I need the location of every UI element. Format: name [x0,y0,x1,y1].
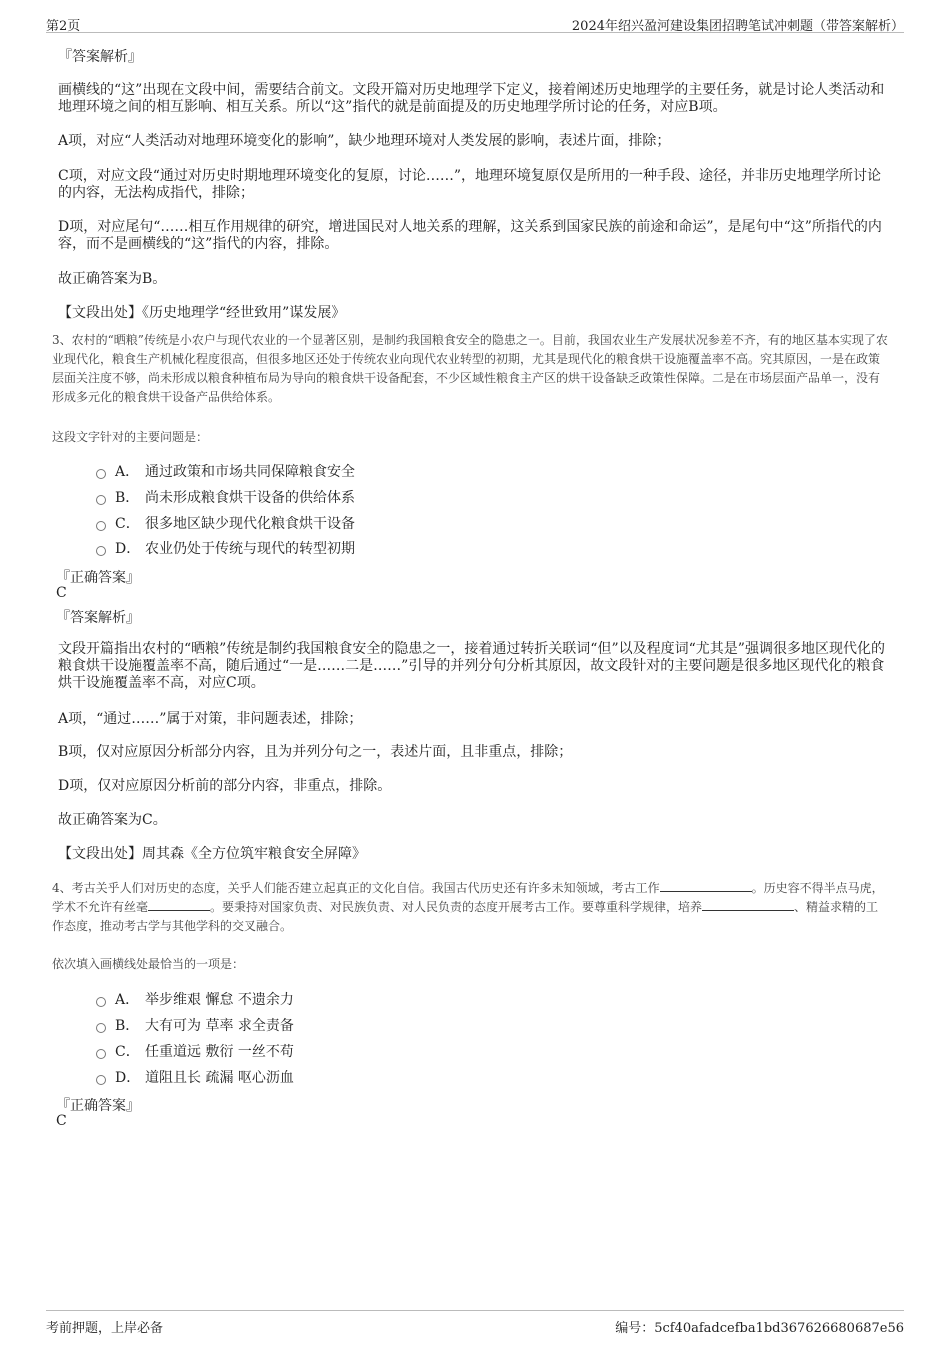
correct-answer: C [56,1113,67,1129]
radio-icon[interactable] [96,521,106,531]
radio-icon[interactable] [96,1023,106,1033]
page-footer [46,1310,904,1339]
analysis-title: 『答案解析』 [56,610,140,626]
analysis-paragraph: A项，“通过……”属于对策，非问题表述，排除； [58,711,363,727]
analysis-paragraph: D项，仅对应原因分析前的部分内容，非重点，排除。 [58,778,392,794]
analysis-paragraph: D项，对应尾句“……相互作用规律的研究，增进国民对人地关系的理解，这关系到国家民族的前途和命运”，是尾句中“这”所指代的内容，而不是画横线的“这”指代的内容，排除。 [58,219,882,252]
radio-icon[interactable] [96,495,106,505]
analysis-paragraph: C项，对应文段“通过对历史时期地理环境变化的复原，讨论……”，地理环境复原仅是所用的一种手段、途径，并非历史地理学所讨论的内容，无法构成指代，排除； [58,168,882,201]
option-c[interactable]: C． 任重道远 敷衍 一丝不苟 [96,1041,294,1061]
option-c[interactable]: C． 很多地区缺少现代化粮食烘干设备 [96,513,355,533]
radio-icon[interactable] [96,1049,106,1059]
document-id: 编号：5cf40afadcefba1bd367626680687e56 [615,1321,904,1336]
analysis-paragraph: A项，对应“人类活动对地理环境变化的影响”，缺少地理环境对人类发展的影响，表述片面，排除； [58,133,671,149]
conclusion: 故正确答案为C。 [58,812,167,828]
radio-icon[interactable] [96,546,106,556]
analysis-title: 『答案解析』 [58,49,142,65]
option-d[interactable]: D． 农业仍处于传统与现代的转型初期 [96,538,355,558]
correct-answer-title: 『正确答案』 [56,570,140,586]
correct-answer: C [56,585,67,601]
question-prompt: 依次填入画横线处最恰当的一项是： [52,957,245,971]
fill-blank [148,898,210,911]
correct-answer-title: 『正确答案』 [56,1098,140,1114]
page-number: 第2页 [46,19,81,34]
option-b[interactable]: B． 尚未形成粮食烘干设备的供给体系 [96,487,355,507]
source-citation: 【文段出处】《历史地理学“经世致用”谋发展》 [58,305,346,321]
question-stem: 4、考古关乎人们对历史的态度，关乎人们能否建立起真正的文化自信。我国古代历史还有许多未知领域，考古工作 。历史容不得半点马虎，学术不允许有丝毫 。要秉持对国家负责、对民族负责、对人民负责的态度开展考古工作。要尊重科学规律，培养 、精益求精的工作态度，推动考古学与其他学科的交叉融合。 [52,881,884,933]
document-title: 2024年绍兴盈河建设集团招聘笔试冲刺题（带答案解析） [571,19,904,34]
question-prompt: 这段文字针对的主要问题是： [52,430,209,444]
fill-blank [660,879,752,892]
option-a[interactable]: A． 通过政策和市场共同保障粮食安全 [96,461,355,481]
source-citation: 【文段出处】周其森《全方位筑牢粮食安全屏障》 [58,846,366,862]
analysis-paragraph: 文段开篇指出农村的“晒粮”传统是制约我国粮食安全的隐患之一，接着通过转折关联词“但”以及程度词“尤其是”强调很多地区现代化的粮食烘干设施覆盖率不高，随后通过“一是……二是……”引导的并列分句分析其原因，故文段针对的主要问题是很多地区现代化的粮食烘干设施覆盖率不高，对应C项。 [58,641,885,691]
radio-icon[interactable] [96,469,106,479]
radio-icon[interactable] [96,1075,106,1085]
page-header [46,12,904,33]
option-a[interactable]: A． 举步维艰 懈怠 不遗余力 [96,989,294,1009]
option-b[interactable]: B． 大有可为 草率 求全责备 [96,1015,294,1035]
question-stem: 3、农村的“晒粮”传统是小农户与现代农业的一个显著区别，是制约我国粮食安全的隐患之一。目前，我国农业生产发展状况参差不齐，有的地区基本实现了农业现代化，粮食生产机械化程度很高，但很多地区还处于传统农业向现代农业转型的初期，尤其是现代化的粮食烘干设施覆盖率不高。究其原因，一是在政策层面关注度不够，尚未形成以粮食种植布局为导向的粮食烘干设备配套，不少区域性粮食主产区的烘干设备缺乏政策性保障。二是在市场层面产品单一，没有形成多元化的粮食烘干设备产品供给体系。 [52,333,888,404]
option-d[interactable]: D． 道阻且长 疏漏 呕心沥血 [96,1067,294,1087]
radio-icon[interactable] [96,997,106,1007]
conclusion: 故正确答案为B。 [58,271,167,287]
footer-slogan: 考前押题，上岸必备 [46,1321,164,1336]
analysis-paragraph: 画横线的“这”出现在文段中间，需要结合前文。文段开篇对历史地理学下定义，接着阐述历史地理学的主要任务，就是讨论人类活动和地理环境之间的相互影响、相互关系。所以“这”指代的就是前面提及的历史地理学所讨论的任务，对应B项。 [58,82,885,115]
fill-blank [702,898,794,911]
analysis-paragraph: B项，仅对应原因分析部分内容，且为并列分句之一，表述片面，且非重点，排除； [58,744,573,760]
